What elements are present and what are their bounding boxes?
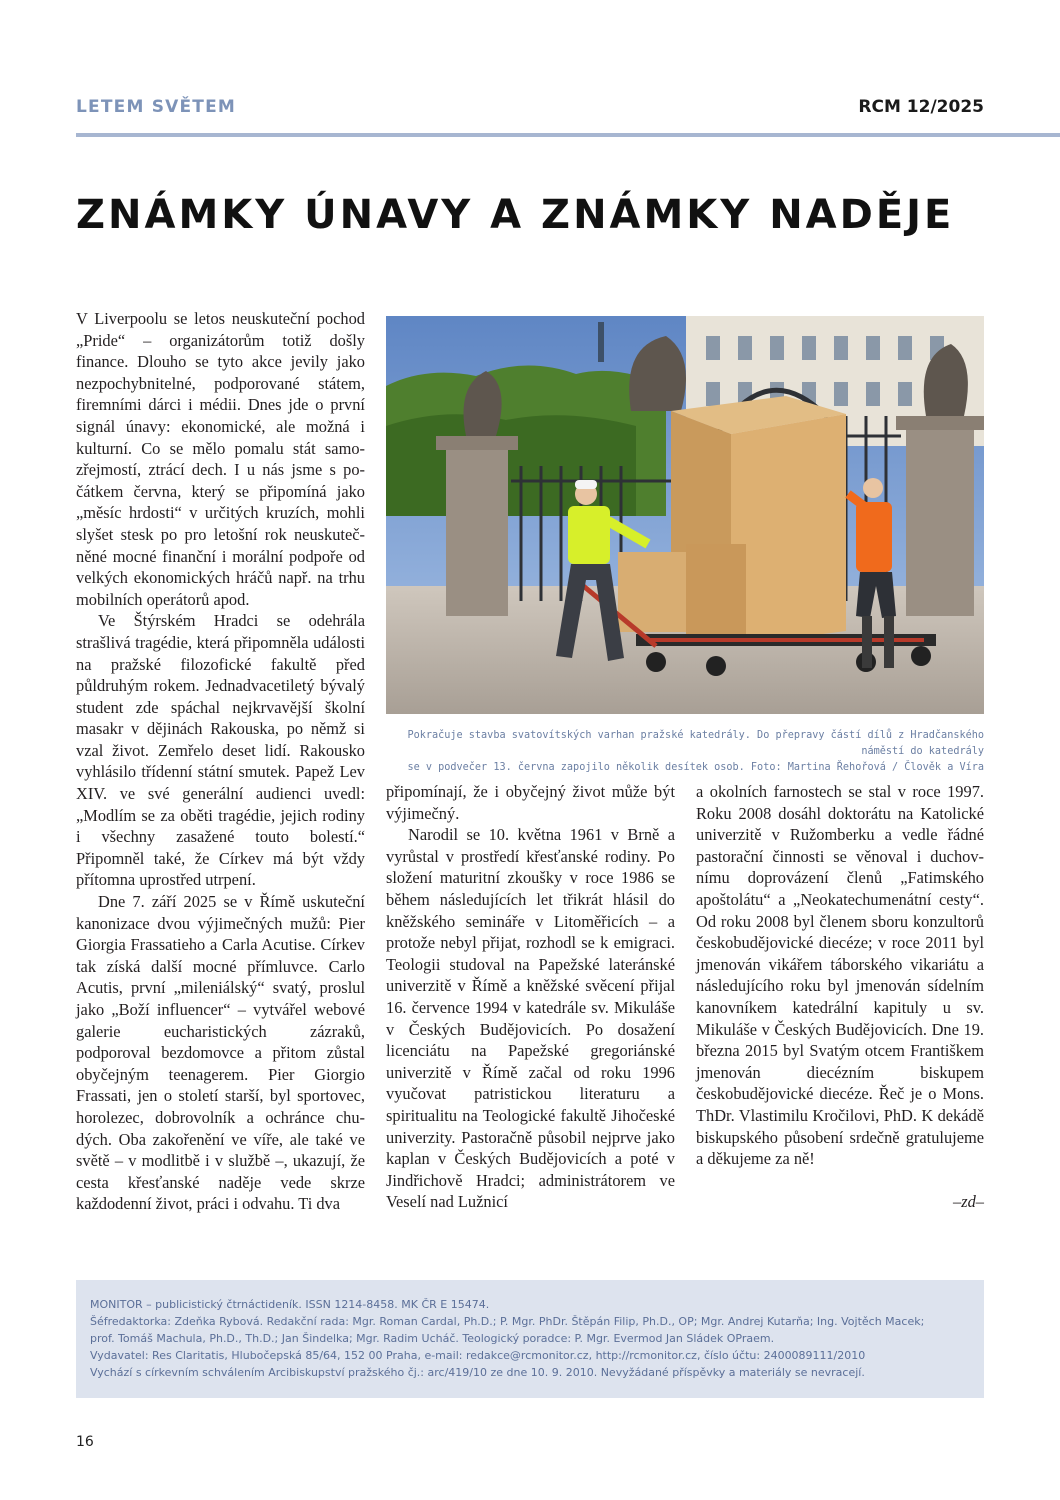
article-paragraph: Narodil se 10. května 1961 v Brně a vyrůstal v prostředí křesťanské rodiny. Po složení maturitní zkoušky v roce 1986 se během následujících let třikrát hlásil do kněžského semináře v Litoměřicích – a protože nebyl přijat, rozhodl se k emigraci. Teologii studoval na Papežské lateránské univerzitě v Římě a kněžské svěcení přijal 16. července 1994 v katedrále sv. Mikuláše v Českých Budějovicích. Po dosažení licenciátu na Papežské gregoriánské univerzitě v Římě začal od roku 1996 vyučovat patristickou literaturu a spiritualitu na Teologické fakultě Jihočeské univerzity. Pastoračně působil nejprve jako kaplan v Českých Budějovicích a poté v Jindřichově Hradci; administrátorem ve Veselí nad Lužnicí	[386, 825, 675, 1212]
photo-caption-line-2: se v podvečer 13. června zapojilo několik desítek osob. Foto: Martina Řehořová / Člověk a Víra	[407, 762, 984, 773]
header-rule	[76, 133, 1060, 137]
article-paragraph: a okolních farnostech se stal v roce 1997. Roku 2008 dosáhl doktorátu na Katolické univerzitě v Ružomberku a vedle řádné pastorační činnosti se věnoval i duchovnímu doprovázení členů „Fatimského apoštolátu“ a „Neokatechumenátní cesty“. Od roku 2008 byl členem sboru konzultorů českobudějovické diecéze; v roce 2011 byl jmenován vikářem táborského vikariátu a následujícího roku byl jmenován sídelním kanovníkem katedrální kapituly u sv. Mikuláše v Českých Budějovicích. Dne 19. března 2015 byl Svatým otcem Františkem jmenován diecézním biskupem českobudějovické diecéze. Řeč je o Mons. ThDr. Vlastimilu Kročilovi, PhD. K dekádě biskupského působení srdečně gratulujeme a děkujeme za ně!	[696, 782, 984, 1169]
monitor-line-2: Šéfredaktorka: Zdeňka Rybová. Redakční rada: Mgr. Roman Cardal, Ph.D.; P. Mgr. PhDr. Štěpán Filip, Ph.D., OP; Mgr. Andrej Kutarňa; Ing. Vojtěch Macek;	[90, 1315, 925, 1328]
section-label: LETEM SVĚTEM	[76, 97, 237, 117]
photo-caption-line-1: Pokračuje stavba svatovítských varhan pražské katedrály. Do přepravy částí dílů z Hradčanského náměstí do katedrály	[407, 730, 984, 757]
article-column-1	[76, 308, 365, 1215]
monitor-line-4: Vydavatel: Res Claritatis, Hlubočepská 85/64, 152 00 Praha, e-mail: redakce@rcmonitor.cz, http://rcmonitor.cz, číslo účtu: 2400089111/2010	[90, 1349, 866, 1362]
article-photo	[386, 316, 984, 714]
article-paragraph: Ve Štýrském Hradci se odehrála strašlivá tragédie, která připomněla události na pražské filozofické fakultě před půldruhým rokem. Jednadvacetiletý bývalý student zde spáchal nejkrvavější školní masakr v dějinách Rakouska, po němž si vzal život. Zemřelo deset lidí. Rakousko vyhlásilo třídenní státní smutek. Papež Lev XIV. ve své generální audienci uvedl: „Modlím se za oběti tragédie, jejich rodiny i všechny zasažené touto bolestí.“ Připomněl také, že Církev má být vždy přítomna uprostřed utrpení.	[76, 611, 365, 890]
publisher-info-box	[76, 1280, 984, 1398]
article-column-2	[386, 781, 675, 1213]
article-signature: –zd–	[953, 1191, 984, 1211]
page-number: 16	[76, 1434, 94, 1450]
article-paragraph: připomínají, že i obyčejný život může být výjimečný.	[386, 782, 675, 823]
issue-label: RCM 12/2025	[858, 97, 984, 117]
article-title: ZNÁMKY ÚNAVY A ZNÁMKY NADĚJE	[76, 192, 955, 238]
monitor-line-5: Vychází s církevním schválením Arcibiskupství pražského čj.: arc/419/10 ze dne 10. 9. 2010. Nevyžádané příspěvky a materiály se nevracejí.	[90, 1366, 865, 1379]
article-paragraph: V Liverpoolu se letos neuskuteční pochod „Pride“ – organizátorům totiž došly finance. Dlouho se tyto akce jevily jako nezpochybnitelné, podporované státem, firemními dárci i médii. Dnes jde o první signál únavy: ekonomické, ale možná i kulturní. Co se mělo pomalu stát samozřejmostí, ztrácí dech. I u nás jsme s počátkem června, který se připomíná jako „měsíc hrdosti“ v určitých kruzích, mohli slyšet stesk po pro letošní rok neuskutečněné mocné finanční i morální podpoře od velkých ekonomických hráčů např. na trhu mobilních operátorů apod.	[76, 309, 365, 609]
article-column-3	[696, 781, 984, 1212]
monitor-line-3: prof. Tomáš Machula, Ph.D., Th.D.; Jan Šindelka; Mgr. Radim Ucháč. Teologický poradce: P. Mgr. Evermod Jan Sládek OPraem.	[90, 1332, 775, 1345]
photo-caption	[386, 728, 984, 776]
article-paragraph: Dne 7. září 2025 se v Římě uskuteční kanonizace dvou výjimečných mužů: Pier Giorgia Frassatieho a Carla Acutise. Církev tak získá další mocné přímluvce. Carlo Acutis, první „mileniálský“ svatý, proslul jako „Boží influencer“ – vytvářel webové galerie eucharistických zázraků, podporoval bezdomovce a přitom zůstal obyčejným teenagerem. Pier Giorgio Frassati, jen o století starší, byl sportovec, horolezec, dobrovolník a ochránce chudých. Oba zakořenění ve víře, ale také ve světě – v modlitbě i v službě –, ukazují, že cesta křesťanské naděje vede skrze každodenní život, práci i odvahu. Ti dva	[76, 892, 365, 1214]
monitor-line-1: MONITOR – publicistický čtrnáctideník. ISSN 1214-8458. MK ČR E 15474.	[90, 1298, 490, 1311]
